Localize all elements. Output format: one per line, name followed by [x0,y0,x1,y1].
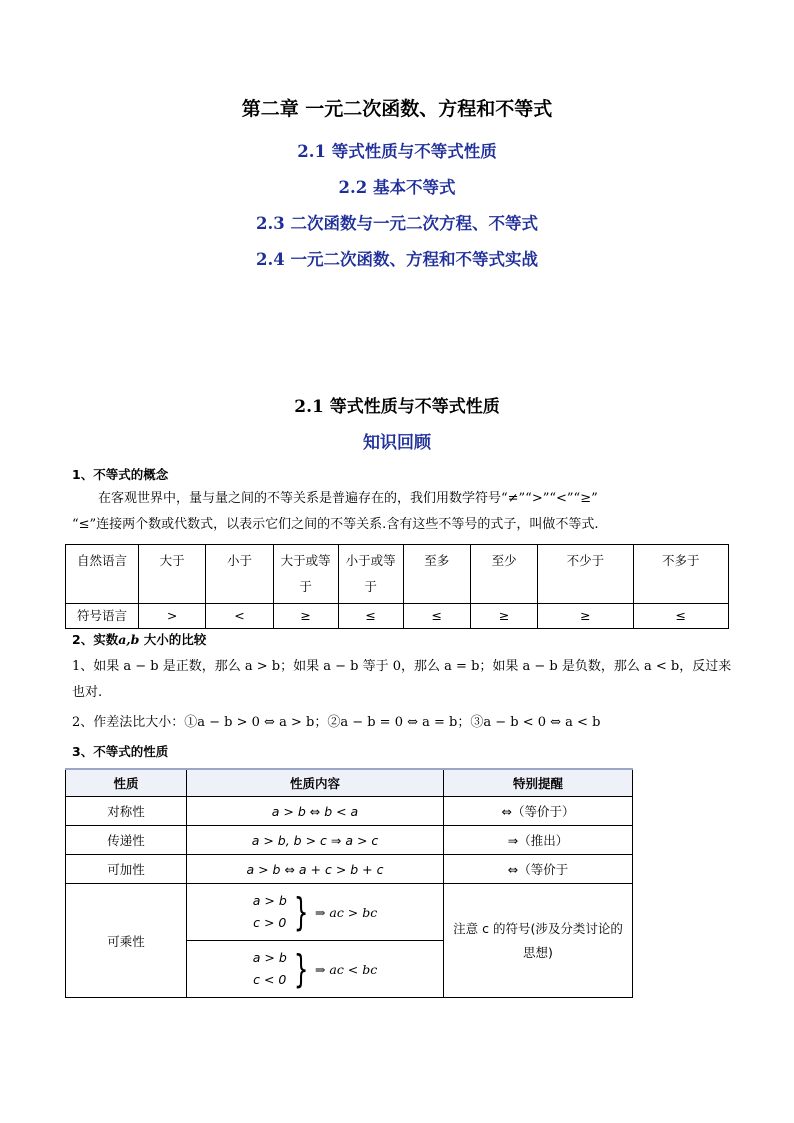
heading-compare [72,630,206,648]
table-cell: 可乘性 [66,884,187,998]
case-positive [253,890,378,934]
section-title: 2.1 等式性质与不等式性质 [294,397,500,417]
table-cell: ≥ [538,604,633,629]
table-cell: 可加性 [66,855,187,884]
table-cell: a > b ⇔ a + c > b + c [187,855,444,884]
toc-item: 2.1 等式性质与不等式性质 [297,142,497,161]
table-cell: 传递性 [66,826,187,855]
table-cell: 对称性 [66,797,187,826]
paragraph-line: 也对. [72,685,103,700]
condition: c < 0 [253,972,287,987]
table-cell: ⇒（推出） [444,826,633,855]
heading-properties: 3、不等式的性质 [72,744,169,759]
table-cell: 注意 c 的符号(涉及分类讨论的思想) [444,884,633,998]
condition: c > 0 [253,915,287,930]
table-header: 性质 [66,769,187,797]
table-cell: 不多于 [633,545,728,604]
table-cell: ≥ [470,604,537,629]
table-cell: 大于 [139,545,206,604]
review-title: 知识回顾 [363,433,431,453]
brace-icon: } [293,947,309,991]
table-header: 性质内容 [187,769,444,797]
result: ⇒ ac < bc [314,961,378,977]
table-cell [187,884,444,941]
table-cell: 自然语言 [66,545,139,604]
heading-suffix: 大小的比较 [139,632,207,647]
condition: a > b [252,893,287,908]
table-cell: ⇔（等价于 [444,855,633,884]
brace-icon: } [293,890,309,934]
condition: a > b [252,950,287,965]
table-cell: < [206,604,273,629]
condition-stack [253,890,287,934]
paragraph-line: 1、如果 a − b 是正数，那么 a > b；如果 a − b 等于 0，那么 a = b；如果 a − b 是负数，那么 a < b，反过来 [72,659,732,674]
table-cell: 大于或等于 [273,545,338,604]
heading-concept: 1、不等式的概念 [72,467,169,482]
toc-item: 2.4 一元二次函数、方程和不等式实战 [256,250,538,269]
heading-prefix: 2、实数 [72,632,119,647]
table-cell: > [139,604,206,629]
table-header: 特别提醒 [444,769,633,797]
table-cell: 至少 [470,545,537,604]
table-cell: 小于 [206,545,273,604]
table-cell: a > b ⇔ b < a [187,797,444,826]
table-cell: ≤ [633,604,728,629]
table-cell: ≤ [338,604,403,629]
table-cell: 至多 [403,545,470,604]
table-cell: 符号语言 [66,604,139,629]
table-cell: a > b, b > c ⇒ a > c [187,826,444,855]
table-cell: 不少于 [538,545,633,604]
paragraph-line: 2、作差法比大小：①a − b > 0 ⇔ a > b；②a − b = 0 ⇔ a = b；③a − b < 0 ⇔ a < b [72,715,601,730]
table-cell: ⇔（等价于） [444,797,633,826]
table-cell [187,941,444,998]
table-cell: 小于或等于 [338,545,403,604]
properties-table [65,768,633,998]
toc-item: 2.3 二次函数与一元二次方程、不等式 [256,214,538,233]
condition-stack [253,947,287,991]
result: ⇒ ac > bc [314,904,378,920]
table-cell: ≤ [403,604,470,629]
paragraph-line: “≤”连接两个数或代数式，以表示它们之间的不等关系.含有这些不等号的式子，叫做不等式. [72,517,599,532]
language-table [65,544,729,629]
toc-item: 2.2 基本不等式 [338,178,456,197]
paragraph-line: 在客观世界中，量与量之间的不等关系是普遍存在的，我们用数学符号“≠”“>”“<”“≥” [98,491,598,506]
table-cell: ≥ [273,604,338,629]
chapter-title: 第二章 一元二次函数、方程和不等式 [241,98,553,120]
heading-math: a,b [118,632,140,647]
case-negative [253,947,378,991]
